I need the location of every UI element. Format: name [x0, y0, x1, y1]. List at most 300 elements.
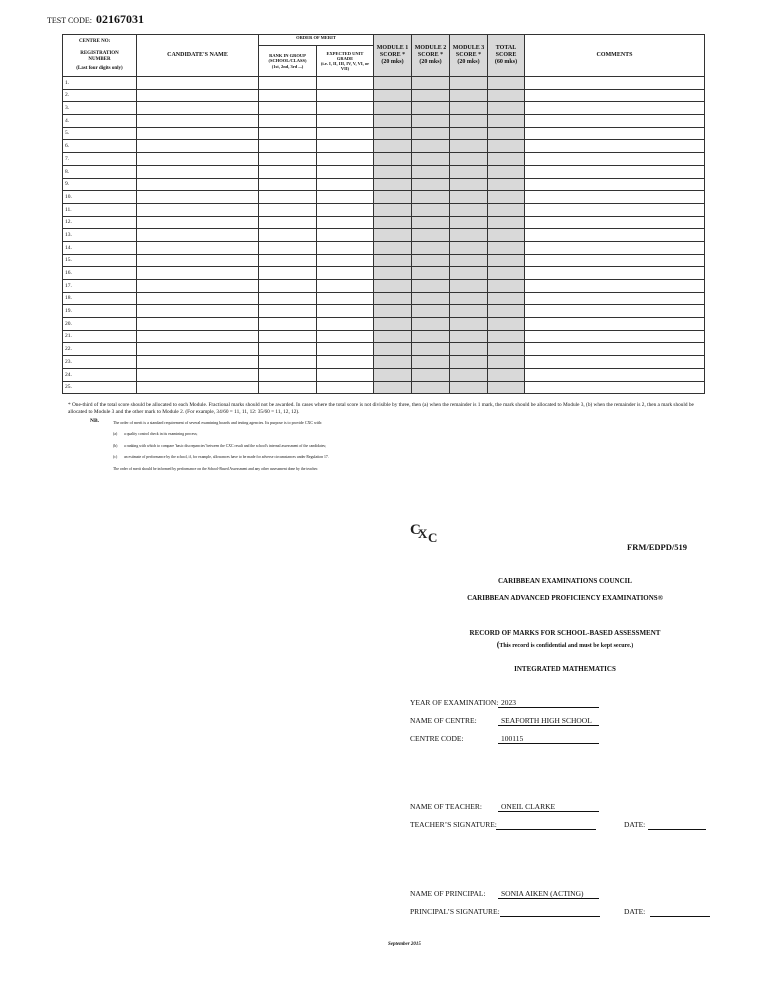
cell-m1[interactable] [374, 318, 412, 331]
cell-rank[interactable] [259, 140, 317, 153]
cell-comments[interactable] [525, 330, 705, 343]
note-item-b-text: a ranking with which to compare 'basic discrepancies' between the CXC result and the school's internal assessment of the candidates; [124, 444, 327, 448]
cell-comments[interactable] [525, 368, 705, 381]
header-candidate-name: CANDIDATE'S NAME [137, 35, 259, 77]
cell-m1[interactable] [374, 292, 412, 305]
cell-grade[interactable] [317, 216, 374, 229]
note-closing: The order of merit should be informed by performance on the School-Based Assessment and any other assessment done by the teacher. [113, 467, 319, 471]
cell-rank[interactable] [259, 254, 317, 267]
cell-comments[interactable] [525, 356, 705, 369]
cell-grade[interactable] [317, 280, 374, 293]
cell-grade[interactable] [317, 368, 374, 381]
teacher-signature-line[interactable] [496, 820, 596, 830]
cell-total[interactable] [488, 381, 525, 394]
centre-code-label: CENTRE CODE: [410, 734, 464, 743]
cell-m2[interactable] [412, 77, 450, 90]
cell-total[interactable] [488, 102, 525, 115]
cell-m2[interactable] [412, 229, 450, 242]
total-label: TOTAL SCORE [495, 45, 517, 59]
header-module1 [374, 35, 412, 77]
cell-comments[interactable] [525, 140, 705, 153]
table-row [63, 254, 705, 267]
cell-rank[interactable] [259, 115, 317, 128]
row-number: 24. [63, 368, 137, 381]
row-number: 3. [63, 102, 137, 115]
note-item-a-label: (a) [113, 432, 118, 436]
cell-m1[interactable] [374, 165, 412, 178]
cell-grade[interactable] [317, 178, 374, 191]
cell-name[interactable] [137, 115, 259, 128]
cell-m1[interactable] [374, 241, 412, 254]
cell-m2[interactable] [412, 153, 450, 166]
cell-m3[interactable] [450, 178, 488, 191]
cell-total[interactable] [488, 191, 525, 204]
cell-grade[interactable] [317, 153, 374, 166]
cell-m1[interactable] [374, 280, 412, 293]
principal-name-value[interactable]: SONIA AIKEN (ACTING) [498, 889, 599, 899]
cell-m2[interactable] [412, 267, 450, 280]
row-number: 14. [63, 241, 137, 254]
cell-m1[interactable] [374, 343, 412, 356]
table-row [63, 241, 705, 254]
cell-name[interactable] [137, 305, 259, 318]
cell-grade[interactable] [317, 140, 374, 153]
header-total [488, 35, 525, 77]
cell-rank[interactable] [259, 102, 317, 115]
cell-rank[interactable] [259, 381, 317, 394]
cell-m3[interactable] [450, 330, 488, 343]
confidential-open: ( [496, 640, 500, 649]
cell-m1[interactable] [374, 368, 412, 381]
cell-name[interactable] [137, 77, 259, 90]
row-number: 20. [63, 318, 137, 331]
cell-m1[interactable] [374, 305, 412, 318]
cell-m3[interactable] [450, 165, 488, 178]
table-row [63, 89, 705, 102]
cell-m1[interactable] [374, 102, 412, 115]
cell-comments[interactable] [525, 267, 705, 280]
row-number: 23. [63, 356, 137, 369]
cell-grade[interactable] [317, 165, 374, 178]
cell-total[interactable] [488, 77, 525, 90]
module3-label: MODULE 3 SCORE * [452, 45, 485, 59]
cell-comments[interactable] [525, 203, 705, 216]
cell-name[interactable] [137, 280, 259, 293]
cell-grade[interactable] [317, 89, 374, 102]
cell-total[interactable] [488, 229, 525, 242]
cell-name[interactable] [137, 368, 259, 381]
cell-name[interactable] [137, 267, 259, 280]
cell-rank[interactable] [259, 127, 317, 140]
table-row [63, 368, 705, 381]
confidential-text: This record is confidential and must be kept secure.) [499, 643, 634, 649]
cell-m1[interactable] [374, 254, 412, 267]
cell-m3[interactable] [450, 127, 488, 140]
cell-m1[interactable] [374, 203, 412, 216]
cell-name[interactable] [137, 203, 259, 216]
cell-grade[interactable] [317, 343, 374, 356]
cell-rank[interactable] [259, 267, 317, 280]
cell-grade[interactable] [317, 267, 374, 280]
cell-name[interactable] [137, 216, 259, 229]
cell-comments[interactable] [525, 216, 705, 229]
cell-rank[interactable] [259, 330, 317, 343]
cell-grade[interactable] [317, 241, 374, 254]
cell-m3[interactable] [450, 381, 488, 394]
table-row [63, 178, 705, 191]
cell-rank[interactable] [259, 305, 317, 318]
footer-date: September 2015 [388, 942, 421, 947]
cell-comments[interactable] [525, 343, 705, 356]
cell-m1[interactable] [374, 127, 412, 140]
cell-grade[interactable] [317, 115, 374, 128]
cell-grade[interactable] [317, 292, 374, 305]
cell-m3[interactable] [450, 305, 488, 318]
cell-m2[interactable] [412, 318, 450, 331]
cell-rank[interactable] [259, 318, 317, 331]
cell-m2[interactable] [412, 127, 450, 140]
cell-comments[interactable] [525, 178, 705, 191]
cell-m3[interactable] [450, 115, 488, 128]
cell-comments[interactable] [525, 165, 705, 178]
record-title: RECORD OF MARKS FOR SCHOOL-BASED ASSESSMENT [469, 629, 661, 637]
cell-m3[interactable] [450, 77, 488, 90]
council-title: CARIBBEAN EXAMINATIONS COUNCIL [497, 577, 633, 585]
cell-grade[interactable] [317, 229, 374, 242]
cell-m2[interactable] [412, 216, 450, 229]
svg-text:C: C [428, 530, 438, 543]
cell-name[interactable] [137, 343, 259, 356]
cell-m2[interactable] [412, 203, 450, 216]
cell-m3[interactable] [450, 254, 488, 267]
cell-name[interactable] [137, 153, 259, 166]
cell-name[interactable] [137, 318, 259, 331]
table-row [63, 165, 705, 178]
form-code: FRM/EDPD/519 [627, 542, 687, 552]
cell-rank[interactable] [259, 241, 317, 254]
teacher-date-label: DATE: [624, 820, 646, 829]
header-order-of-merit: ORDER OF MERIT [259, 35, 374, 46]
row-number: 15. [63, 254, 137, 267]
note-item-c-label: (c) [113, 455, 118, 459]
footnote: * One-third of the total score should be allocated to each Module. Fractional marks should not be awarded. In cases where the total score is not divisible by three, then (a) when the remainder is 1 mark, the mark should be allocated to Module 3, (b) when the remainder is 2, then a mark should be allocated to Module 3 and the other mark to Module 2. (For example, 34/60 = 11, 11, 12: 35/60 = 11, 12, 12). [68, 402, 694, 416]
cell-total[interactable] [488, 241, 525, 254]
cell-comments[interactable] [525, 280, 705, 293]
cell-name[interactable] [137, 292, 259, 305]
cell-rank[interactable] [259, 153, 317, 166]
cell-m2[interactable] [412, 368, 450, 381]
cell-m1[interactable] [374, 191, 412, 204]
table-row [63, 115, 705, 128]
cell-rank[interactable] [259, 77, 317, 90]
cell-name[interactable] [137, 178, 259, 191]
cell-m3[interactable] [450, 267, 488, 280]
row-number: 5. [63, 127, 137, 140]
cell-grade[interactable] [317, 102, 374, 115]
teacher-date-line[interactable] [648, 820, 706, 830]
module1-label: MODULE 1 SCORE * [376, 45, 409, 59]
principal-date-line[interactable] [650, 907, 710, 917]
cell-rank[interactable] [259, 280, 317, 293]
cell-m2[interactable] [412, 115, 450, 128]
cell-name[interactable] [137, 140, 259, 153]
cell-m3[interactable] [450, 102, 488, 115]
header-comments: COMMENTS [525, 35, 705, 77]
cell-m1[interactable] [374, 229, 412, 242]
principal-signature-label: PRINCIPAL’S SIGNATURE: [410, 907, 500, 916]
cell-m3[interactable] [450, 318, 488, 331]
cell-comments[interactable] [525, 191, 705, 204]
cell-comments[interactable] [525, 89, 705, 102]
cell-rank[interactable] [259, 356, 317, 369]
year-field-label: YEAR OF EXAMINATION: [410, 698, 499, 707]
cell-m2[interactable] [412, 178, 450, 191]
expected-grade-note: (i.e. I, II, III, IV, V, VI, or VII) [320, 61, 370, 72]
cell-name[interactable] [137, 165, 259, 178]
cell-comments[interactable] [525, 102, 705, 115]
test-code [47, 12, 144, 27]
cell-total[interactable] [488, 280, 525, 293]
cell-comments[interactable] [525, 292, 705, 305]
nb-text: The order of merit is a standard requirement of several examining boards and testing agencies. Its purpose is to provide CXC with: [113, 420, 323, 425]
cell-total[interactable] [488, 178, 525, 191]
cell-comments[interactable] [525, 254, 705, 267]
cell-total[interactable] [488, 153, 525, 166]
cell-m3[interactable] [450, 292, 488, 305]
cell-m3[interactable] [450, 241, 488, 254]
cell-m2[interactable] [412, 280, 450, 293]
module2-note: (20 mks) [419, 58, 442, 65]
centre-no-label: CENTRE NO: [79, 39, 111, 44]
row-number: 10. [63, 191, 137, 204]
cell-total[interactable] [488, 127, 525, 140]
note-item-a-text: a quality control check in its examining process; [124, 432, 198, 436]
cell-m1[interactable] [374, 216, 412, 229]
table-row [63, 127, 705, 140]
cell-comments[interactable] [525, 77, 705, 90]
cell-total[interactable] [488, 356, 525, 369]
note-item-c [113, 455, 329, 459]
reg-number-label: REGISTRATION NUMBER [80, 50, 119, 62]
cell-m1[interactable] [374, 115, 412, 128]
cell-m2[interactable] [412, 343, 450, 356]
table-row [63, 318, 705, 331]
cell-total[interactable] [488, 267, 525, 280]
cell-rank[interactable] [259, 165, 317, 178]
cell-m2[interactable] [412, 241, 450, 254]
cell-comments[interactable] [525, 241, 705, 254]
row-number: 17. [63, 280, 137, 293]
cell-total[interactable] [488, 343, 525, 356]
cell-m1[interactable] [374, 381, 412, 394]
cell-total[interactable] [488, 165, 525, 178]
cell-total[interactable] [488, 216, 525, 229]
cell-m2[interactable] [412, 356, 450, 369]
module1-note: (20 mks) [381, 58, 404, 65]
cell-m1[interactable] [374, 330, 412, 343]
cell-total[interactable] [488, 89, 525, 102]
exam-title: CARIBBEAN ADVANCED PROFICIENCY EXAMINATIONS® [467, 594, 663, 602]
cell-rank[interactable] [259, 89, 317, 102]
principal-date-label: DATE: [624, 907, 646, 916]
teacher-name-value[interactable]: ONEIL CLARKE [498, 802, 599, 812]
cell-rank[interactable] [259, 229, 317, 242]
cell-total[interactable] [488, 318, 525, 331]
row-number: 11. [63, 203, 137, 216]
cell-grade[interactable] [317, 254, 374, 267]
cell-comments[interactable] [525, 229, 705, 242]
cell-total[interactable] [488, 330, 525, 343]
cell-m2[interactable] [412, 305, 450, 318]
cell-m3[interactable] [450, 229, 488, 242]
cell-comments[interactable] [525, 318, 705, 331]
cell-comments[interactable] [525, 127, 705, 140]
cell-name[interactable] [137, 191, 259, 204]
row-number: 9. [63, 178, 137, 191]
cell-m2[interactable] [412, 102, 450, 115]
row-number: 13. [63, 229, 137, 242]
cell-name[interactable] [137, 241, 259, 254]
cell-grade[interactable] [317, 381, 374, 394]
cell-m1[interactable] [374, 178, 412, 191]
cell-name[interactable] [137, 356, 259, 369]
cell-comments[interactable] [525, 381, 705, 394]
cell-m2[interactable] [412, 191, 450, 204]
cell-grade[interactable] [317, 77, 374, 90]
cell-total[interactable] [488, 140, 525, 153]
cell-grade[interactable] [317, 305, 374, 318]
row-number: 25. [63, 381, 137, 394]
cell-rank[interactable] [259, 368, 317, 381]
cell-m3[interactable] [450, 280, 488, 293]
cell-rank[interactable] [259, 343, 317, 356]
cell-total[interactable] [488, 203, 525, 216]
cell-grade[interactable] [317, 127, 374, 140]
cell-m2[interactable] [412, 381, 450, 394]
cell-grade[interactable] [317, 203, 374, 216]
centre-name-label: NAME OF CENTRE: [410, 716, 477, 725]
module2-label: MODULE 2 SCORE * [414, 45, 447, 59]
teacher-name-label: NAME OF TEACHER: [410, 802, 482, 811]
cell-name[interactable] [137, 254, 259, 267]
teacher-signature-label: TEACHER’S SIGNATURE: [410, 820, 497, 829]
cell-m3[interactable] [450, 356, 488, 369]
cell-m3[interactable] [450, 343, 488, 356]
cell-m3[interactable] [450, 153, 488, 166]
cell-grade[interactable] [317, 318, 374, 331]
header-module3 [450, 35, 488, 77]
cell-comments[interactable] [525, 115, 705, 128]
year-field-value[interactable]: 2023 [498, 698, 599, 708]
cell-name[interactable] [137, 127, 259, 140]
note-item-c-text: an estimate of performance by the school, if, for example, allowances have to be made for adverse circumstances under Regulation 17. [124, 455, 329, 459]
header-rank [259, 46, 317, 77]
table-row [63, 191, 705, 204]
cell-m1[interactable] [374, 77, 412, 90]
cell-comments[interactable] [525, 305, 705, 318]
table-row [63, 292, 705, 305]
row-number: 7. [63, 153, 137, 166]
cell-m2[interactable] [412, 292, 450, 305]
reg-number-note: (Last four digits only) [76, 66, 123, 72]
row-number: 1. [63, 77, 137, 90]
table-row [63, 153, 705, 166]
cell-grade[interactable] [317, 356, 374, 369]
row-number: 19. [63, 305, 137, 318]
row-number: 6. [63, 140, 137, 153]
cell-rank[interactable] [259, 203, 317, 216]
header-expected-grade [317, 46, 374, 77]
cell-m2[interactable] [412, 165, 450, 178]
cell-rank[interactable] [259, 191, 317, 204]
cell-m2[interactable] [412, 254, 450, 267]
principal-name-label: NAME OF PRINCIPAL: [410, 889, 486, 898]
cell-m1[interactable] [374, 267, 412, 280]
row-number: 21. [63, 330, 137, 343]
cell-m3[interactable] [450, 89, 488, 102]
cell-name[interactable] [137, 229, 259, 242]
row-number: 18. [63, 292, 137, 305]
note-item-b [113, 444, 327, 448]
cell-name[interactable] [137, 381, 259, 394]
cell-name[interactable] [137, 89, 259, 102]
cell-name[interactable] [137, 102, 259, 115]
principal-signature-line[interactable] [500, 907, 600, 917]
row-number: 16. [63, 267, 137, 280]
cell-comments[interactable] [525, 153, 705, 166]
cell-rank[interactable] [259, 216, 317, 229]
test-code-label: TEST CODE: [47, 16, 92, 25]
cell-m3[interactable] [450, 203, 488, 216]
subject-title: INTEGRATED MATHEMATICS [514, 665, 616, 673]
cxc-logo-icon [409, 519, 443, 543]
cell-grade[interactable] [317, 191, 374, 204]
cell-m1[interactable] [374, 356, 412, 369]
cell-rank[interactable] [259, 292, 317, 305]
confidential-note [393, 640, 737, 649]
cell-rank[interactable] [259, 178, 317, 191]
row-number: 4. [63, 115, 137, 128]
cell-grade[interactable] [317, 330, 374, 343]
table-row [63, 381, 705, 394]
cell-total[interactable] [488, 305, 525, 318]
cell-m3[interactable] [450, 191, 488, 204]
centre-name-value[interactable]: SEAFORTH HIGH SCHOOL [498, 716, 599, 726]
cell-total[interactable] [488, 115, 525, 128]
cell-m2[interactable] [412, 140, 450, 153]
cell-m2[interactable] [412, 89, 450, 102]
table-row [63, 267, 705, 280]
cell-m1[interactable] [374, 153, 412, 166]
row-number: 22. [63, 343, 137, 356]
cell-total[interactable] [488, 292, 525, 305]
cell-m3[interactable] [450, 368, 488, 381]
table-row [63, 356, 705, 369]
note-item-a [113, 432, 198, 436]
cell-total[interactable] [488, 254, 525, 267]
cell-total[interactable] [488, 368, 525, 381]
cell-m2[interactable] [412, 330, 450, 343]
cell-m1[interactable] [374, 89, 412, 102]
svg-text:C: C [410, 522, 421, 538]
total-note: (60 mks) [494, 58, 518, 65]
centre-code-value[interactable]: 100115 [498, 734, 599, 744]
row-number: 2. [63, 89, 137, 102]
cell-m3[interactable] [450, 140, 488, 153]
cell-name[interactable] [137, 330, 259, 343]
cell-m3[interactable] [450, 216, 488, 229]
cell-m1[interactable] [374, 140, 412, 153]
